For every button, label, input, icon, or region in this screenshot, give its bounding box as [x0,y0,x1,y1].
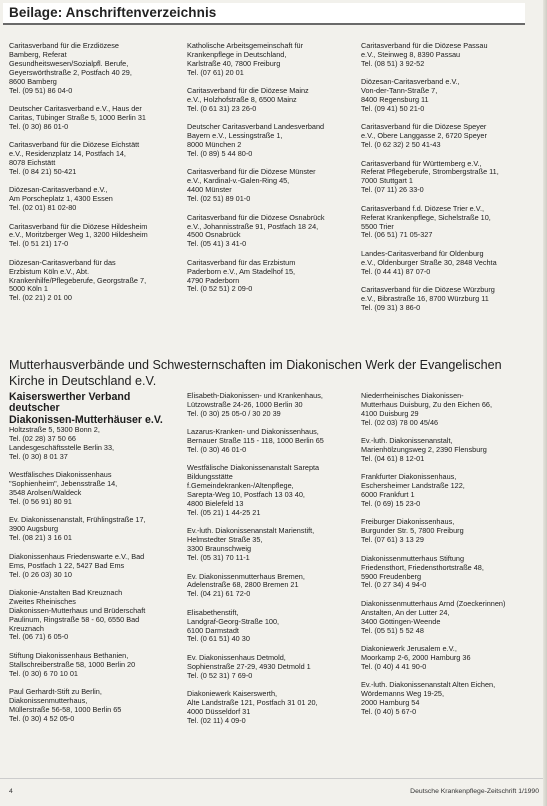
address-line: Tel. (0 62 32) 2 50 41-43 [361,141,441,150]
address-entry [187,527,357,563]
address-line: Westfälisches Diakonissenhaus [9,471,112,480]
address-line: Tel. (02 01) 81 02-80 [9,204,77,213]
page-edge [543,0,547,806]
address-line: 4790 Paderborn [187,276,240,285]
address-line: Alte Landstraße 121, Postfach 31 01 20, [187,698,318,707]
address-line: Tel. (04 61) 8 12-01 [361,454,425,463]
address-line: Caritasverband für die Diözese Osnabrück [187,213,325,222]
section-title-line-2: Kirche in Deutschland e.V. [9,374,157,388]
section-title-line-1: Mutterhausverbände und Schwesternschaften im Diakonischen Werk der Evangelischen [9,358,502,372]
address-line: Krankenhilfe/Pflegeberufe, Georgstraße 7, [9,276,147,285]
address-line: Adelenstraße 68, 2800 Bremen 21 [187,581,299,590]
address-line: Tel. (07 11) 26 33-0 [361,186,424,195]
address-line: Tel. (0 89) 5 44 80-0 [187,150,253,159]
address-line: Tel. (0 30) 8 01 37 [9,452,68,461]
address-entry [9,652,179,679]
address-line: 4500 Osnabrück [187,231,241,240]
address-entry [9,516,179,543]
address-line: 5900 Freudenberg [361,572,422,581]
address-line: Tel. (02 51) 89 01-0 [187,195,251,204]
address-line: 4400 Münster [187,186,232,195]
address-entry [187,42,357,78]
address-line: 3548 Arolsen/Waldeck [9,489,82,498]
address-line: Diakoniewerk Kaiserswerth, [187,690,278,699]
page-number: 4 [9,788,13,795]
address-line: e.V., Moritzberger Weg 1, 3200 Hildesheim [9,231,148,240]
address-line: Ev.-luth. Diakonissenanstalt, [361,437,453,446]
address-entry [187,573,357,600]
address-line: Tel. (0 40) 4 41 90-0 [361,662,427,671]
address-entry [187,609,357,645]
address-line: 4100 Duisburg 29 [361,409,419,418]
address-line: Elisabeth-Diakonissen- und Krankenhaus, [187,392,323,400]
address-line: Paul Gerhardt-Stift zu Berlin, [9,688,102,697]
address-line: Tel. (09 41) 50 21-0 [361,104,425,113]
top-column-1 [9,42,179,313]
address-line: Moorkamp 2-6, 2000 Hamburg 36 [361,653,471,662]
address-line: Tel. (09 51) 86 04-0 [9,86,73,95]
address-line: 3300 Braunschweig [187,545,252,554]
section-title [9,357,539,389]
address-line: Kreuznach [9,624,44,633]
address-line: Deutscher Caritasverband e.V., Haus der [9,104,142,113]
address-entry [361,286,531,313]
address-line: Ev. Diakonissenanstalt, Frühlingstraße 17, [9,516,146,525]
address-entry [9,589,179,642]
address-entry [361,205,531,241]
address-line: Tel. (02 11) 4 09-0 [187,716,246,725]
address-line: Caritasverband für die Diözese Speyer [361,123,487,132]
address-entry [9,186,179,213]
address-line: Tel. (0 27 34) 4 94-0 [361,581,427,590]
address-entry [9,105,179,132]
address-line: e.V., Oldenburger Straße 30, 2848 Vechta [361,258,497,267]
address-line: Eschersheimer Landstraße 122, [361,482,465,491]
address-line: e.V., Bibrastraße 16, 8700 Würzburg 11 [361,294,489,303]
address-line: 7000 Stuttgart 1 [361,177,413,186]
address-line: Tel. (0 30) 25 05-0 / 30 20 39 [187,409,281,418]
address-line: Diakonie-Anstalten Bad Kreuznach [9,588,123,597]
address-line: Tel. (04 21) 61 72-0 [187,590,251,599]
address-line: Landgraf-Georg-Straße 100, [187,617,280,626]
address-entry [361,473,531,509]
address-line: Karlstraße 40, 7800 Freiburg [187,59,281,68]
address-entry [361,600,531,636]
address-line: Tel. (08 21) 3 16 01 [9,534,72,543]
address-line: Holtzstraße 5, 5300 Bonn 2, [9,426,100,435]
address-line: Caritas, Tübinger Straße 5, 1000 Berlin 31 [9,113,146,122]
address-line: Tel. (05 41) 3 41-0 [187,240,247,249]
address-line: Elisabethenstift, [187,608,239,617]
address-entry [187,259,357,295]
address-line: Caritasverband für die Diözese Münster [187,168,316,177]
address-line: Friedensthort, Friedensthortstraße 48, [361,563,484,572]
address-line: Bayern e.V., Lessingstraße 1, [187,132,283,141]
address-line: Diözesan-Caritasverband für das [9,258,116,267]
address-line: e.V., Holzhofstraße 8, 6500 Mainz [187,96,297,105]
address-line: Sarepta-Weg 10, Postfach 13 03 40, [187,491,305,500]
address-line: Diözesan-Caritasverband e.V., [9,186,108,195]
address-line: Marienhölzungsweg 2, 2390 Flensburg [361,446,487,455]
address-line: Caritasverband für Württemberg e.V., [361,159,482,168]
address-line: 2000 Hamburg 54 [361,698,420,707]
address-line: Caritasverband für die Diözese Mainz [187,87,309,96]
address-line: Stiftung Diakonissenhaus Bethanien, [9,651,129,660]
address-line: 5500 Trier [361,222,394,231]
address-line: Tel. (0 61 31) 23 26-0 [187,104,257,113]
top-column-3 [361,42,531,322]
address-line: Tel. (0 40) 5 67-0 [361,707,417,716]
address-entry [361,42,531,69]
address-line: Tel. (06 71) 6 05-0 [9,633,69,642]
address-line: Am Porscheplatz 1, 4300 Essen [9,195,113,204]
address-line: Westfälische Diakonissenanstalt Sarepta [187,464,320,473]
address-line: 3900 Augsburg [9,525,59,534]
address-line: Paulinum, Ringstraße 58 - 60, 6550 Bad [9,615,140,624]
address-entry [361,645,531,672]
address-entry [9,553,179,580]
address-entry [361,123,531,150]
address-line: 4800 Bielefeld 13 [187,500,244,509]
footer-rule [0,778,547,779]
address-line: Caritasverband für die Diözese Passau [361,42,488,50]
address-line: Tel. (02 03) 78 00 45/46 [361,418,439,427]
address-line: Diakoniewerk Jerusalem e.V., [361,644,457,653]
address-line: Lützowstraße 24-26, 1000 Berlin 30 [187,400,303,409]
address-line: Tel. (06 51) 71 05-327 [361,231,433,240]
address-line: Tel. (0 30) 86 01-0 [9,122,69,131]
address-line: Tel. (02 28) 37 50 66 [9,435,76,444]
organization-heading: Diakonissen-Mutterhäuser e.V. [9,414,163,426]
address-line: 6000 Frankfurt 1 [361,491,415,500]
address-line: "Sophienheim", Jebensstraße 14, [9,480,118,489]
address-line: Caritasverband f.d. Diözese Trier e.V., [361,204,485,213]
address-entry [9,141,179,177]
address-entry [9,392,179,462]
address-line: Caritasverband für die Diözese Würzburg [361,286,495,295]
address-line: Tel. (05 51) 5 52 48 [361,626,424,635]
address-line: Diakonissen-Mutterhaus und Brüderschaft [9,606,146,615]
address-entry [9,471,179,507]
address-line: Landesgeschäftsstelle Berlin 33, [9,444,115,453]
address-entry [361,78,531,114]
address-line: Mutterhaus Duisburg, Zu den Eichen 66, [361,400,493,409]
address-line: Referat Krankenpflege, Sichelstraße 10, [361,213,491,222]
address-line: Helmstedter Straße 35, [187,536,263,545]
page-title: Beilage: Anschriftenverzeichnis [9,5,217,20]
address-entry [187,654,357,681]
address-line: Diakonissenmutterhaus Arnd (Zoeckerinnen) [361,599,506,608]
address-entry [9,42,179,95]
address-line: Burgunder Str. 5, 7800 Freiburg [361,527,464,536]
address-line: Ev.-luth. Diakonissenanstalt Marienstift, [187,527,315,536]
address-line: 6100 Darmstadt [187,626,239,635]
address-line: Tel. (0 30) 6 70 10 01 [9,669,78,678]
address-line: Caritasverband für die Erzdiözese [9,42,119,50]
address-line: Niederrheinisches Diakonissen- [361,392,464,400]
address-line: Paderborn e.V., Am Stadelhof 15, [187,267,296,276]
address-line: Müllerstraße 56-58, 1000 Berlin 65 [9,705,122,714]
address-line: 8600 Bamberg [9,77,57,86]
address-line: e.V., Obere Langgasse 2, 6720 Speyer [361,132,487,141]
address-entry [187,428,357,455]
address-line: 8000 München 2 [187,141,242,150]
address-entry [187,87,357,114]
address-line: e.V., Steinweg 8, 8390 Passau [361,50,461,59]
address-line: Freiburger Diakonissenhaus, [361,518,455,527]
top-column-2 [187,42,357,304]
journal-name: Deutsche Krankenpflege-Zeitschrift 1/1990 [410,788,539,795]
address-line: Tel. (05 31) 70 11-1 [187,554,250,563]
address-line: Zweites Rheinisches [9,597,76,606]
address-line: 4000 Düsseldorf 31 [187,707,251,716]
address-line: Gesundheitswesen/Sozialpfl. Berufe, [9,59,129,68]
address-line: Caritasverband für die Diözese Hildesheim [9,222,148,231]
address-entry [361,250,531,277]
address-entry [361,518,531,545]
address-line: Tel. (0 69) 15 23-0 [361,500,421,509]
address-line: Tel. (0 44 41) 87 07-0 [361,267,431,276]
organization-heading: deutscher [9,403,60,415]
address-entry [361,681,531,717]
address-line: f.Gemeindekranken-/Altenpflege, [187,482,294,491]
address-entry [187,690,357,726]
address-entry [187,123,357,159]
address-line: Caritasverband für das Erzbistum [187,258,296,267]
address-entry [187,168,357,204]
address-line: Referat Pflegeberufe, Strombergstraße 11, [361,168,499,177]
address-line: Ev. Diakonissenmutterhaus Bremen, [187,572,305,581]
address-entry [187,392,357,419]
address-line: Tel. (0 26 03) 30 10 [9,570,72,579]
address-line: Ev.-luth. Diakonissenanstalt Alten Eichen, [361,681,496,690]
address-line: Diakonissenmutterhaus Stiftung [361,554,465,563]
address-line: Tel. (07 61) 3 13 29 [361,536,424,545]
address-line: Diözesan-Caritasverband e.V., [361,78,460,87]
address-line: Diakonissenhaus Friedenswarte e.V., Bad [9,552,145,561]
address-line: Geyerswörthstraße 2, Postfach 40 29, [9,68,132,77]
address-line: Tel. (0 51 21) 17-0 [9,240,69,249]
address-entry [9,688,179,724]
address-line: Deutscher Caritasverband Landesverband [187,123,325,132]
address-line: Tel. (07 61) 20 01 [187,68,244,77]
address-line: Tel. (0 52 31) 7 69-0 [187,671,253,680]
address-entry [361,555,531,591]
address-line: Tel. (0 56 91) 80 91 [9,498,72,507]
address-line: Bildungsstätte [187,473,233,482]
address-line: Tel. (0 30) 4 52 05-0 [9,714,75,723]
address-line: Tel. (0 61 51) 40 30 [187,635,250,644]
address-line: Tel. (08 51) 3 92-52 [361,59,425,68]
address-entry [9,259,179,304]
address-line: Landes-Caritasverband für Oldenburg [361,249,484,258]
address-line: Bamberg, Referat [9,50,67,59]
address-line: Tel. (0 52 51) 2 09-0 [187,285,253,294]
address-line: Bernauer Straße 115 - 118, 1000 Berlin 65 [187,437,324,446]
address-line: Wördemanns Weg 19-25, [361,690,445,699]
address-line: Stallschreiberstraße 58, 1000 Berlin 20 [9,660,136,669]
address-entry [361,392,531,428]
address-line: e.V., Kardinal-v.-Galen-Ring 45, [187,177,290,186]
address-line: e.V., Residenzplatz 14, Postfach 14, [9,150,126,159]
address-line: Lazarus-Kranken- und Diakonissenhaus, [187,428,319,437]
organization-heading: Kaiserswerther Verband [9,392,131,403]
header-bar [3,3,525,25]
address-line: Krankenpflege in Deutschland, [187,50,287,59]
address-line: 3400 Göttingen-Weende [361,617,441,626]
address-entry [361,160,531,196]
address-line: Ems, Postfach 1 22, 5427 Bad Ems [9,561,125,570]
address-line: Von-der-Tann-Straße 7, [361,87,438,96]
address-line: Erzbistum Köln e.V., Abt. [9,267,90,276]
address-line: Tel. (05 21) 1 44-25 21 [187,508,261,517]
address-line: 8400 Regensburg 11 [361,96,429,105]
address-line: 8078 Eichstätt [9,158,56,167]
address-line: Anstalten, An der Lutter 24, [361,608,450,617]
address-line: Tel. (02 21) 2 01 00 [9,294,72,303]
address-line: 5000 Köln 1 [9,285,48,294]
address-line: Caritasverband für die Diözese Eichstätt [9,141,140,150]
page-header [3,3,547,25]
address-line: e.V., Johannisstraße 91, Postfach 18 24, [187,222,319,231]
address-line: Tel. (09 31) 3 86-0 [361,303,421,312]
address-line: Ev. Diakonissenhaus Detmold, [187,653,286,662]
address-line: Diakonissenmutterhaus, [9,696,88,705]
address-line: Tel. (0 84 21) 50-421 [9,167,77,176]
bottom-column-1 [9,392,179,733]
address-line: Frankfurter Diakonissenhaus, [361,473,457,482]
address-line: Tel. (0 30) 46 01-0 [187,446,247,455]
address-entry [361,437,531,464]
address-entry [187,464,357,517]
address-line: Sophienstraße 27-29, 4930 Detmold 1 [187,662,311,671]
address-entry [9,223,179,250]
bottom-column-2 [187,392,357,735]
bottom-column-3 [361,392,531,726]
address-line: Katholische Arbeitsgemeinschaft für [187,42,304,50]
address-entry [187,214,357,250]
